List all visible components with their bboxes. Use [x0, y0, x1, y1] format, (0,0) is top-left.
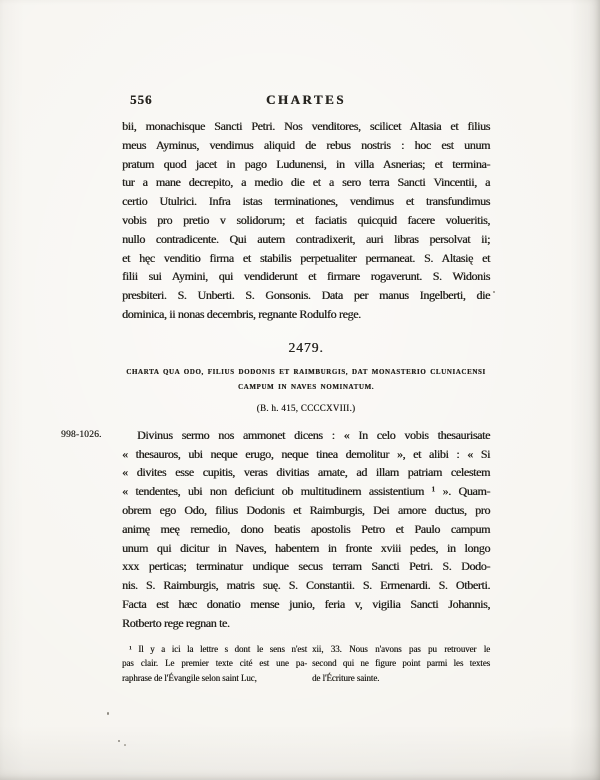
charter-text-line: vobis pro pretio v solidorum; et faciatis quicquid facere volueritis, — [122, 212, 490, 227]
footnote-line: de l'Écriture sainte. — [312, 672, 380, 683]
charter-caption-line: CHARTA QUA ODO, FILIUS DODONIS ET RAIMBURGIS, DAT MONASTERIO CLUNIACENSI — [126, 367, 486, 376]
running-header — [122, 90, 490, 110]
text-block — [61, 90, 490, 685]
charter-text-line: unum qui dicitur in Naves, habentem in fronte xviii pedes, in longo — [122, 540, 490, 555]
charter-text-line: presbiteri. S. Unberti. S. Gonsonis. Data per manus Ingelberti, die — [122, 288, 490, 303]
source-reference: (B. h. 415, CCCCXVIII.) — [256, 402, 356, 413]
page-number: 556 — [130, 92, 153, 107]
margin-date: 998-1026. — [61, 429, 102, 440]
charter-caption — [122, 365, 490, 396]
charter-text-line: tur a mane decrepito, a medio die et a sero terra Sancti Vincentii, a — [122, 175, 490, 190]
scan-speck — [107, 712, 109, 715]
charter-text-line: bii, monachisque Sancti Petri. Nos venditores, scilicet Altasia et filius — [122, 119, 490, 133]
charter-text-line: nis. S. Raimburgis, matris suę. S. Constantii. S. Ermenardi. S. Otberti. — [122, 578, 490, 593]
running-title: CHARTES — [266, 92, 346, 107]
charter-text-line: Divinus sermo nos ammonet dicens : « In celo vobis thesaurisate — [137, 427, 490, 442]
charter-body — [61, 426, 490, 633]
charter-text-line: meus Ayminus, vendimus aliquid de rebus nostris : hoc est unum — [122, 137, 490, 152]
footnote-line: xii, 33. Nous n'avons pas pu retrouver le — [312, 643, 490, 654]
charter-text-line: « divites esse cupitis, veras divitias amate, ad illam patriam celestem — [122, 465, 490, 480]
charter-text-line: « thesauros, ubi neque erugo, neque tinea demolitur », et alibi : « Si — [122, 446, 490, 461]
footnote-line: raphrase de l'Évangile selon saint Luc, — [122, 672, 257, 683]
charter-text-line: pratum quod jacet in pago Ludunensi, in villa Asnerias; et termina- — [122, 156, 490, 171]
scan-speck — [493, 291, 495, 293]
footnote-line: ¹ Il y a ici la lettre s dont le sens n'est — [129, 643, 307, 654]
scan-speck — [124, 744, 126, 746]
charter-number: 2479. — [288, 339, 324, 355]
footnote-right-column — [312, 642, 490, 686]
charter-text-line: obrem ego Odo, filius Dodonis et Raimburgis, Dei amore ductus, pro — [122, 502, 490, 517]
charter-text-line: filii sui Aymini, qui vendiderunt et firmare rogaverunt. S. Widonis — [122, 269, 490, 284]
footnote-left-column — [122, 642, 307, 686]
charter-text-line: « tendentes, ubi non deficiunt ob multitudinem assistentium ¹ ». Quam- — [122, 484, 490, 499]
charter-text-line: animę meę remedio, dono beatis apostolis Petro et Paulo campum — [122, 521, 490, 536]
charter-text-line: nullo contradicente. Qui autem contradixerit, auri libras persolvat ii; — [122, 231, 490, 246]
charter-text-line: Rotberto rege regnan te. — [122, 615, 230, 630]
previous-charter-paragraph — [122, 117, 490, 324]
footnote-line: second qui ne figure point parmi les textes — [312, 658, 490, 669]
charter-text-line: et hęc venditio firma et stabilis perpetualiter permaneat. S. Altasię et — [122, 250, 490, 265]
charter-text-line: certio Utulrici. Infra istas terminationes, vendimus et transfundimus — [122, 194, 490, 209]
footnote-line: pas clair. Le premier texte cité est une pa- — [122, 658, 307, 669]
charter-text-line: dominica, ii nonas decembris, regnante Rodulfo rege. — [122, 306, 361, 321]
charter-caption-line: CAMPUM IN NAVES NOMINATUM. — [237, 383, 375, 392]
charter-text-line: xxx perticas; terminatur undique secus terram Sancti Petri. S. Dodo- — [122, 559, 490, 574]
footnotes — [122, 642, 490, 686]
charter-text-line: Facta est hæc donatio mense junio, feria v, vigilia Sancti Johannis, — [122, 596, 490, 611]
scan-speck — [118, 740, 120, 742]
